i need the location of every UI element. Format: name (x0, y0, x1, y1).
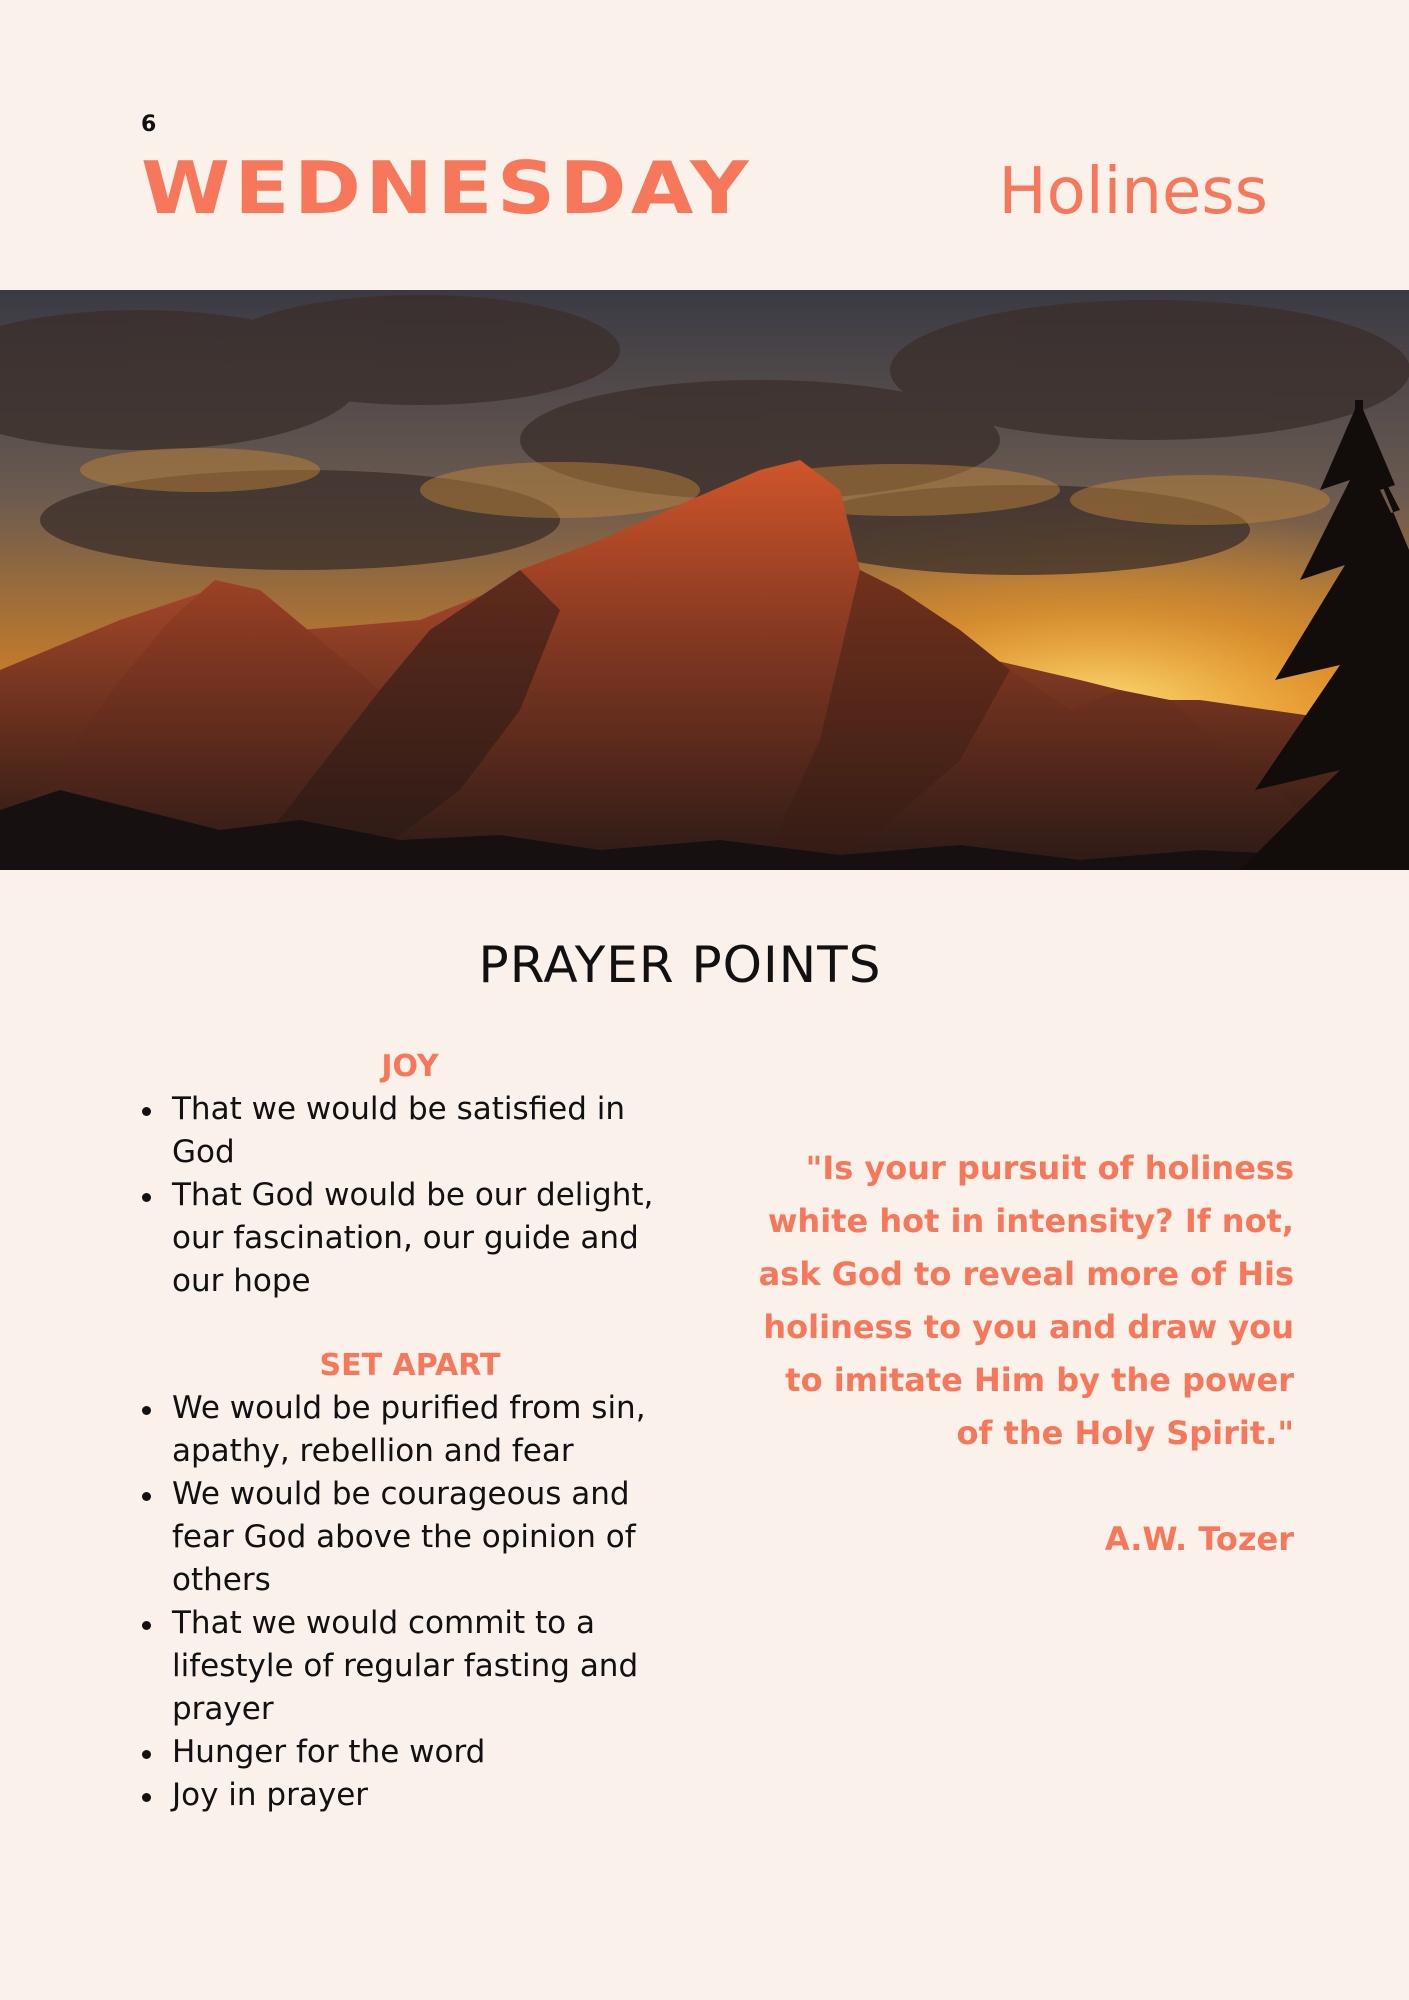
prayer-points-heading: PRAYER POINTS (478, 936, 882, 994)
list-item: We would be purified from sin, apathy, rebellion and fear (172, 1387, 690, 1473)
page-number: 6 (141, 112, 157, 137)
list-item: Hunger for the word (172, 1731, 690, 1774)
list-item: We would be courageous and fear God above the opinion of others (172, 1473, 690, 1602)
quote-author: A.W. Tozer (1104, 1520, 1294, 1558)
prayer-group-set-apart (130, 1345, 690, 1817)
quote-block (754, 1142, 1294, 1566)
prayer-items (130, 1387, 690, 1817)
list-item: That God would be our delight, our fascination, our guide and our hope (172, 1174, 690, 1303)
list-item: That we would commit to a lifestyle of regular fasting and prayer (172, 1602, 690, 1731)
list-item: That we would be satisfied in God (172, 1088, 690, 1174)
prayer-group-joy (130, 1046, 690, 1303)
mountain-sunset-image (0, 290, 1409, 870)
prayer-points-list (130, 1046, 690, 1817)
group-heading: JOY (381, 1049, 439, 1084)
day-title: WEDNESDAY (141, 146, 753, 230)
list-item: Joy in prayer (172, 1774, 690, 1817)
theme-title: Holiness (998, 155, 1268, 229)
quote-text: "Is your pursuit of holiness white hot in intensity? If not, ask God to reveal more of His holiness to you and draw you to imitate Him by the power of the Holy Spirit." (758, 1149, 1294, 1452)
prayer-items (130, 1088, 690, 1303)
group-heading: SET APART (319, 1348, 501, 1383)
